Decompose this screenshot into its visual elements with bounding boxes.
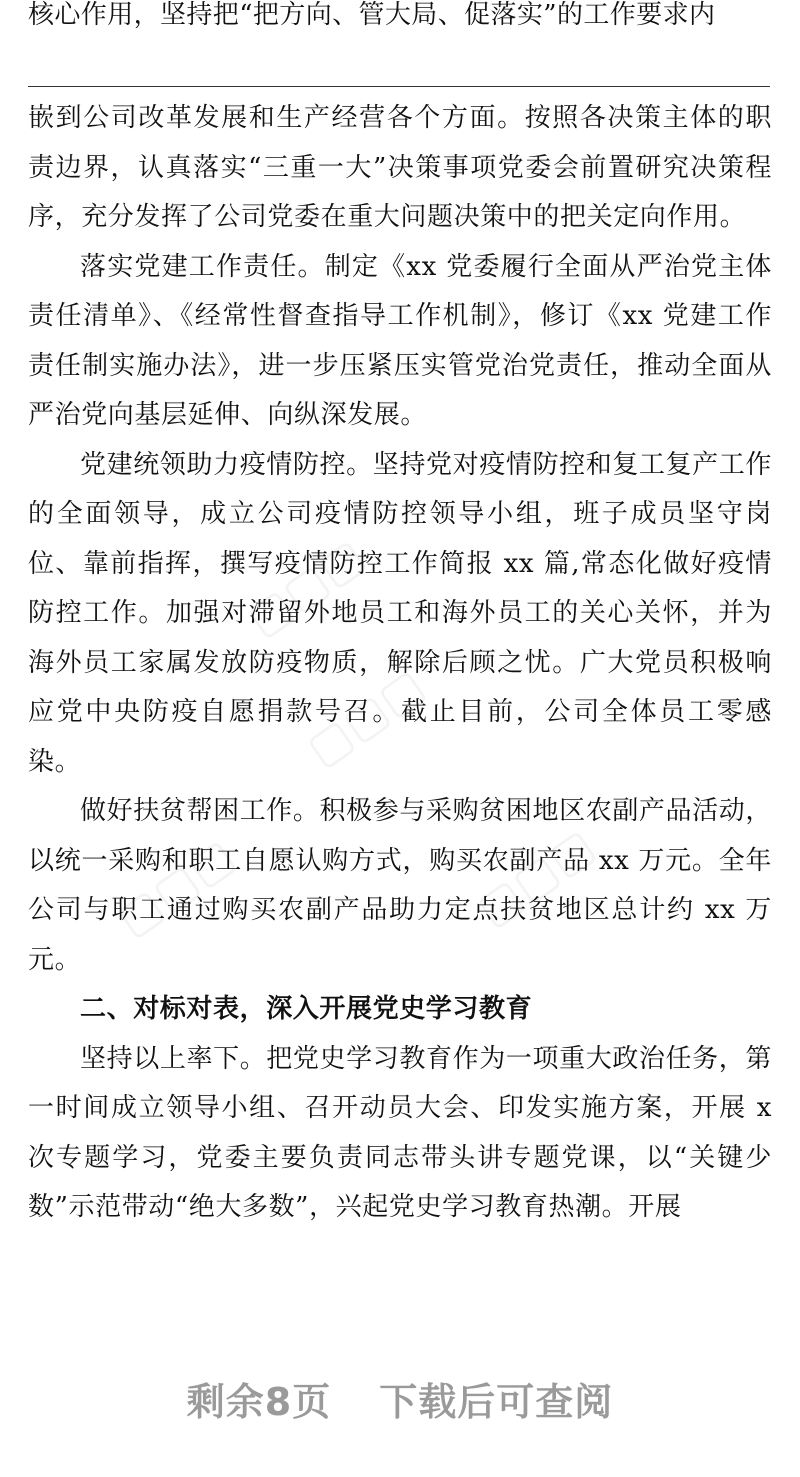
paragraph-leading-by-example: 坚持以上率下。把党史学习教育作为一项重大政治任务，第一时间成立领导小组、召开动员大会、印发实施方案，开展 x 次专题学习，党委主要负责同志带头讲专题党课，以“关键少数”示范带动“绝大多数”，兴起党史学习教育热潮。开展 — [28, 1043, 772, 1222]
document-body — [28, 94, 772, 1233]
watermark: ▢▢▢ — [296, 657, 435, 777]
watermark: ▢▢▢ — [106, 827, 245, 947]
paragraph-continuation: 嵌到公司改革发展和生产经营各个方面。按照各决策主体的职责边界，认真落实“三重一大”决策事项党委会前置研究决策程序，充分发挥了公司党委在重大问题决策中的把关定向作用。 — [28, 103, 772, 232]
section-heading-party-history-education: 二、对标对表，深入开展党史学习教育 — [80, 994, 533, 1024]
paragraph-party-building-responsibility: 落实党建工作责任。制定《xx 党委履行全面从严治党主体责任清单》、《经常性督查指导工作机制》，修订《xx 党建工作责任制实施办法》，进一步压紧压实管党治党责任，推动全面从严治党向基层延伸、向纵深发展。 — [28, 251, 772, 430]
paragraph-epidemic-prevention: 党建统领助力疫情防控。坚持党对疫情防控和复工复产工作的全面领导，成立公司疫情防控领导小组，班子成员坚守岗位、靠前指挥，撰写疫情防控工作简报 xx 篇,常态化做好疫情防控工作。加强对滞留外地员工和海外员工的关心关怀，并为海外员工家属发放防疫物质，解除后顾之忧。广大党员积极响应党中央防疫自愿捐款号召。截止目前，公司全体员工零感染。 — [28, 449, 772, 777]
paragraph-poverty-alleviation: 做好扶贫帮困工作。积极参与采购贫困地区农副产品活动，以统一采购和职工自愿认购方式，购买农副产品 xx 万元。全年公司与职工通过购买农副产品助力定点扶贫地区总计约 xx 万元。 — [28, 796, 772, 975]
download-hint-label: 下载后可查阅 — [379, 1380, 614, 1424]
download-prompt-banner[interactable] — [0, 1372, 800, 1432]
page-divider — [28, 86, 770, 87]
watermark: ▢▢▢ — [466, 817, 605, 937]
previous-page-text-fragment: 核心作用，坚持把“把方向、管大局、促落实”的工作要求内 — [28, 0, 716, 30]
remaining-pages-label: 剩余8页 — [186, 1380, 332, 1424]
watermark: ▢▢▢ — [236, 527, 375, 647]
